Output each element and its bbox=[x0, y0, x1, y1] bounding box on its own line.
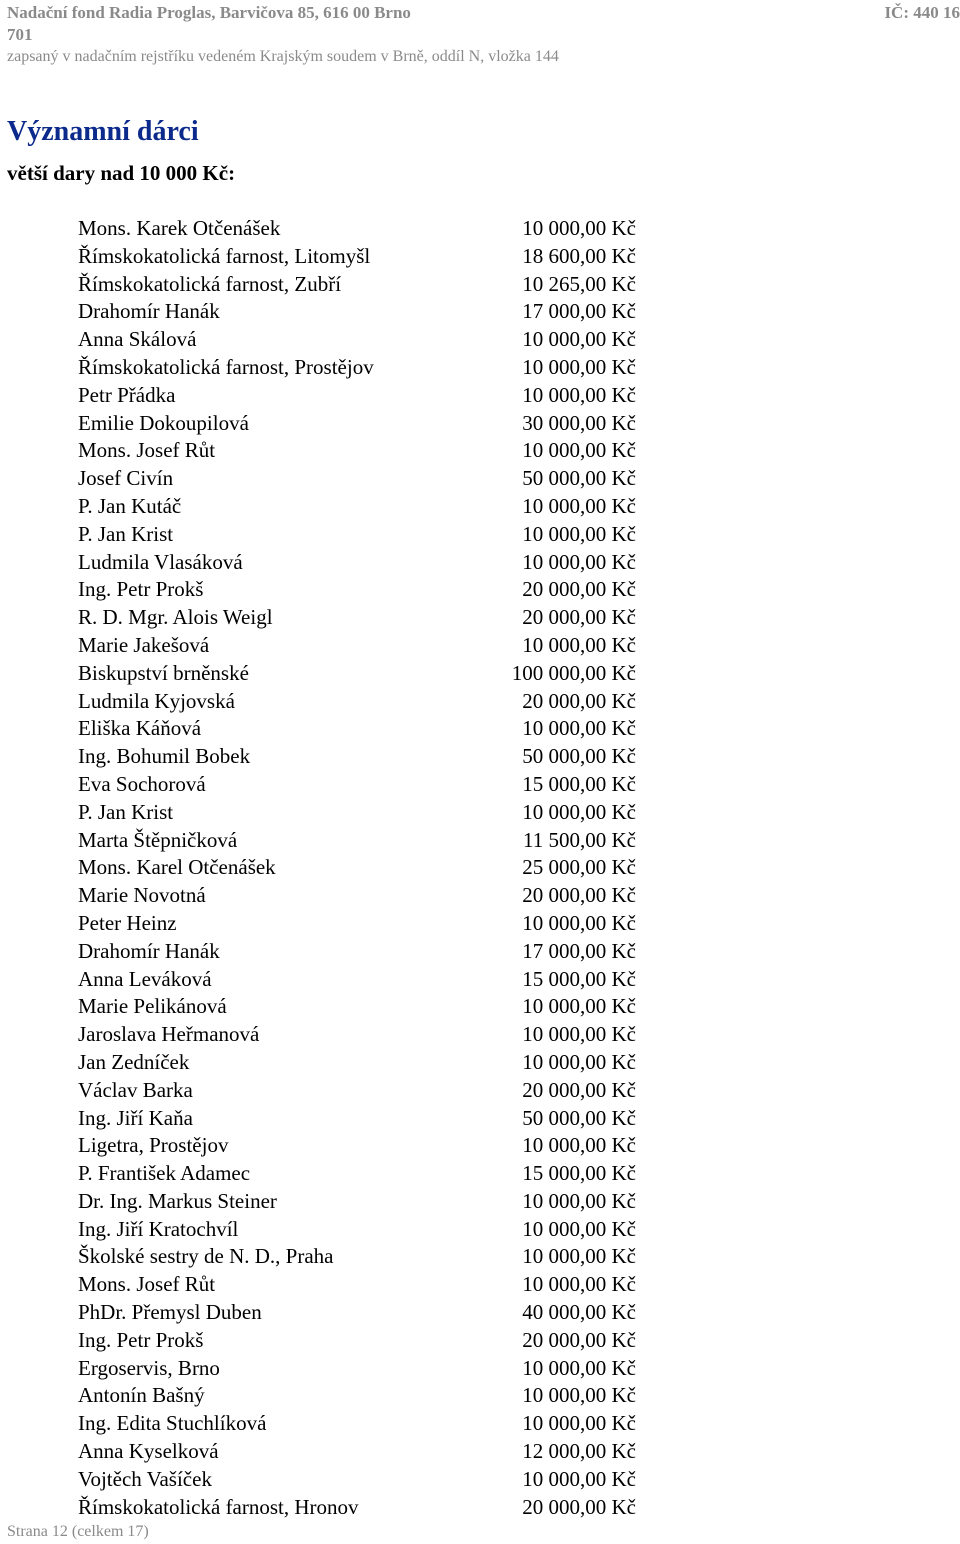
donor-name: Ing. Jiří Kaňa bbox=[78, 1105, 193, 1130]
donor-row bbox=[0, 715, 700, 743]
donor-row bbox=[0, 799, 700, 827]
donor-amount: 10 000,00 Kč bbox=[522, 327, 636, 352]
donor-amount: 20 000,00 Kč bbox=[522, 1077, 636, 1102]
donor-amount: 20 000,00 Kč bbox=[522, 688, 636, 713]
donor-amount: 20 000,00 Kč bbox=[522, 1327, 636, 1352]
donor-name: Eliška Káňová bbox=[78, 716, 202, 741]
donor-list bbox=[0, 215, 700, 1521]
page-footer: Strana 12 (celkem 17) bbox=[7, 1523, 149, 1540]
donor-amount: 20 000,00 Kč bbox=[522, 577, 636, 602]
donor-row bbox=[0, 743, 700, 771]
donor-name: Římskokatolická farnost, Zubří bbox=[78, 271, 342, 296]
donor-amount: 10 000,00 Kč bbox=[522, 910, 636, 935]
donor-row bbox=[0, 1105, 700, 1133]
donor-name: Eva Sochorová bbox=[78, 771, 206, 796]
header-registry: zapsaný v nadačním rejstříku vedeném Krajským soudem v Brně, oddíl N, vložka 144 bbox=[7, 48, 559, 65]
donor-amount: 50 000,00 Kč bbox=[522, 466, 636, 491]
header-ic: IČ: 440 16 bbox=[884, 3, 960, 22]
donor-row bbox=[0, 215, 700, 243]
donor-amount: 10 000,00 Kč bbox=[522, 994, 636, 1019]
donor-name: P. Jan Kutáč bbox=[78, 493, 182, 518]
donor-row bbox=[0, 604, 700, 632]
donor-row bbox=[0, 938, 700, 966]
donor-name: Josef Civín bbox=[78, 466, 174, 491]
donor-amount: 17 000,00 Kč bbox=[522, 938, 636, 963]
page-header bbox=[7, 2, 960, 68]
donor-name: Jaroslava Heřmanová bbox=[78, 1022, 260, 1047]
donor-row bbox=[0, 298, 700, 326]
donor-name: R. D. Mgr. Alois Weigl bbox=[78, 605, 273, 630]
donor-amount: 10 000,00 Kč bbox=[522, 1244, 636, 1269]
donor-row bbox=[0, 437, 700, 465]
donor-amount: 10 000,00 Kč bbox=[522, 1383, 636, 1408]
donor-name: Peter Heinz bbox=[78, 910, 177, 935]
donor-amount: 10 000,00 Kč bbox=[522, 216, 636, 240]
header-line-1 bbox=[7, 2, 960, 24]
donor-row bbox=[0, 1160, 700, 1188]
donor-name: Ing. Petr Prokš bbox=[78, 577, 204, 602]
donor-amount: 50 000,00 Kč bbox=[522, 744, 636, 769]
donor-row bbox=[0, 688, 700, 716]
donor-amount: 10 000,00 Kč bbox=[522, 354, 636, 379]
donor-name: Mons. Karek Otčenášek bbox=[78, 216, 281, 240]
page-title: Významní dárci bbox=[7, 116, 199, 147]
donor-name: P. Jan Krist bbox=[78, 521, 174, 546]
donor-row bbox=[0, 354, 700, 382]
donor-name: Římskokatolická farnost, Litomyšl bbox=[78, 243, 371, 268]
donor-amount: 10 000,00 Kč bbox=[522, 1355, 636, 1380]
donor-row bbox=[0, 271, 700, 299]
header-ic-continuation: 701 bbox=[7, 25, 33, 44]
donor-row bbox=[0, 410, 700, 438]
donor-name: Anna Skálová bbox=[78, 327, 197, 352]
donor-row bbox=[0, 1382, 700, 1410]
donor-amount: 10 000,00 Kč bbox=[522, 1188, 636, 1213]
donor-row bbox=[0, 632, 700, 660]
donor-row bbox=[0, 549, 700, 577]
donor-amount: 10 000,00 Kč bbox=[522, 1022, 636, 1047]
donor-row bbox=[0, 910, 700, 938]
donor-name: P. Jan Krist bbox=[78, 799, 174, 824]
donor-amount: 10 000,00 Kč bbox=[522, 799, 636, 824]
donor-row bbox=[0, 771, 700, 799]
donor-row bbox=[0, 1438, 700, 1466]
donor-name: Emilie Dokoupilová bbox=[78, 410, 249, 435]
donor-row bbox=[0, 854, 700, 882]
donor-name: Mons. Josef Růt bbox=[78, 1272, 216, 1297]
donor-row bbox=[0, 1410, 700, 1438]
donor-name: Drahomír Hanák bbox=[78, 299, 220, 324]
donor-amount: 10 000,00 Kč bbox=[522, 382, 636, 407]
donor-name: Ing. Bohumil Bobek bbox=[78, 744, 251, 769]
donor-amount: 10 000,00 Kč bbox=[522, 1411, 636, 1436]
donor-name: Jan Zedníček bbox=[78, 1049, 190, 1074]
donor-name: Ing. Petr Prokš bbox=[78, 1327, 204, 1352]
donor-amount: 40 000,00 Kč bbox=[522, 1300, 636, 1325]
donor-row bbox=[0, 465, 700, 493]
donor-amount: 10 000,00 Kč bbox=[522, 438, 636, 463]
donor-name: Ergoservis, Brno bbox=[78, 1355, 220, 1380]
donor-name: Anna Leváková bbox=[78, 966, 212, 991]
donor-row bbox=[0, 1494, 700, 1522]
donor-name: Ludmila Vlasáková bbox=[78, 549, 243, 574]
donor-row bbox=[0, 1243, 700, 1271]
donor-row bbox=[0, 1132, 700, 1160]
donor-name: Marta Štěpničková bbox=[78, 827, 238, 852]
donor-row bbox=[0, 1077, 700, 1105]
donor-amount: 10 000,00 Kč bbox=[522, 716, 636, 741]
donor-row bbox=[0, 1021, 700, 1049]
donor-amount: 17 000,00 Kč bbox=[522, 299, 636, 324]
donor-name: Anna Kyselková bbox=[78, 1439, 219, 1464]
donor-name: PhDr. Přemysl Duben bbox=[78, 1300, 262, 1325]
donor-row bbox=[0, 1271, 700, 1299]
donor-name: Antonín Bašný bbox=[78, 1383, 205, 1408]
donor-name: Petr Přádka bbox=[78, 382, 176, 407]
header-org: Nadační fond Radia Proglas, Barvičova 85, 616 00 Brno bbox=[7, 3, 411, 22]
donor-name: Školské sestry de N. D., Praha bbox=[78, 1244, 334, 1269]
donor-amount: 10 000,00 Kč bbox=[522, 1049, 636, 1074]
donor-amount: 10 000,00 Kč bbox=[522, 493, 636, 518]
donor-row bbox=[0, 882, 700, 910]
donor-row bbox=[0, 966, 700, 994]
donor-amount: 10 000,00 Kč bbox=[522, 1133, 636, 1158]
donor-row bbox=[0, 1466, 700, 1494]
donor-amount: 25 000,00 Kč bbox=[522, 855, 636, 880]
donor-row bbox=[0, 382, 700, 410]
donor-row bbox=[0, 993, 700, 1021]
donor-amount: 10 000,00 Kč bbox=[522, 1466, 636, 1491]
donor-amount: 10 000,00 Kč bbox=[522, 632, 636, 657]
donor-amount: 20 000,00 Kč bbox=[522, 883, 636, 908]
donor-name: Ing. Edita Stuchlíková bbox=[78, 1411, 267, 1436]
donor-name: Ing. Jiří Kratochvíl bbox=[78, 1216, 239, 1241]
donor-row bbox=[0, 243, 700, 271]
donor-name: Marie Pelikánová bbox=[78, 994, 227, 1019]
donor-row bbox=[0, 1299, 700, 1327]
donor-name: Mons. Karel Otčenášek bbox=[78, 855, 276, 880]
donor-name: Marie Jakešová bbox=[78, 632, 210, 657]
donor-name: Římskokatolická farnost, Hronov bbox=[78, 1494, 359, 1519]
donor-row bbox=[0, 521, 700, 549]
donor-amount: 20 000,00 Kč bbox=[522, 1494, 636, 1519]
donor-name: Václav Barka bbox=[78, 1077, 193, 1102]
donor-amount: 30 000,00 Kč bbox=[522, 410, 636, 435]
donor-name: Marie Novotná bbox=[78, 883, 206, 908]
donor-amount: 11 500,00 Kč bbox=[523, 827, 636, 852]
donor-amount: 15 000,00 Kč bbox=[522, 966, 636, 991]
donor-name: Ludmila Kyjovská bbox=[78, 688, 235, 713]
donor-amount: 20 000,00 Kč bbox=[522, 605, 636, 630]
donor-row bbox=[0, 827, 700, 855]
donor-row bbox=[0, 326, 700, 354]
donor-amount: 100 000,00 Kč bbox=[511, 660, 636, 685]
donor-row bbox=[0, 576, 700, 604]
donor-name: Ligetra, Prostějov bbox=[78, 1133, 229, 1158]
donor-name: Biskupství brněnské bbox=[78, 660, 249, 685]
donor-amount: 15 000,00 Kč bbox=[522, 771, 636, 796]
donor-name: Mons. Josef Růt bbox=[78, 438, 216, 463]
donor-name: Římskokatolická farnost, Prostějov bbox=[78, 354, 374, 379]
donor-amount: 50 000,00 Kč bbox=[522, 1105, 636, 1130]
donor-amount: 12 000,00 Kč bbox=[522, 1439, 636, 1464]
donor-name: Vojtěch Vašíček bbox=[78, 1466, 212, 1491]
donor-row bbox=[0, 1049, 700, 1077]
donor-row bbox=[0, 493, 700, 521]
donor-amount: 10 000,00 Kč bbox=[522, 549, 636, 574]
donor-amount: 10 000,00 Kč bbox=[522, 521, 636, 546]
donor-row bbox=[0, 1355, 700, 1383]
donor-amount: 10 265,00 Kč bbox=[522, 271, 636, 296]
donor-row bbox=[0, 660, 700, 688]
donor-row bbox=[0, 1188, 700, 1216]
donor-amount: 10 000,00 Kč bbox=[522, 1216, 636, 1241]
donor-amount: 10 000,00 Kč bbox=[522, 1272, 636, 1297]
donor-amount: 18 600,00 Kč bbox=[522, 243, 636, 268]
donor-name: Dr. Ing. Markus Steiner bbox=[78, 1188, 277, 1213]
donor-row bbox=[0, 1327, 700, 1355]
donor-amount: 15 000,00 Kč bbox=[522, 1161, 636, 1186]
page-subtitle: větší dary nad 10 000 Kč: bbox=[7, 161, 236, 185]
donor-name: Drahomír Hanák bbox=[78, 938, 220, 963]
donor-name: P. František Adamec bbox=[78, 1161, 251, 1186]
donor-row bbox=[0, 1216, 700, 1244]
